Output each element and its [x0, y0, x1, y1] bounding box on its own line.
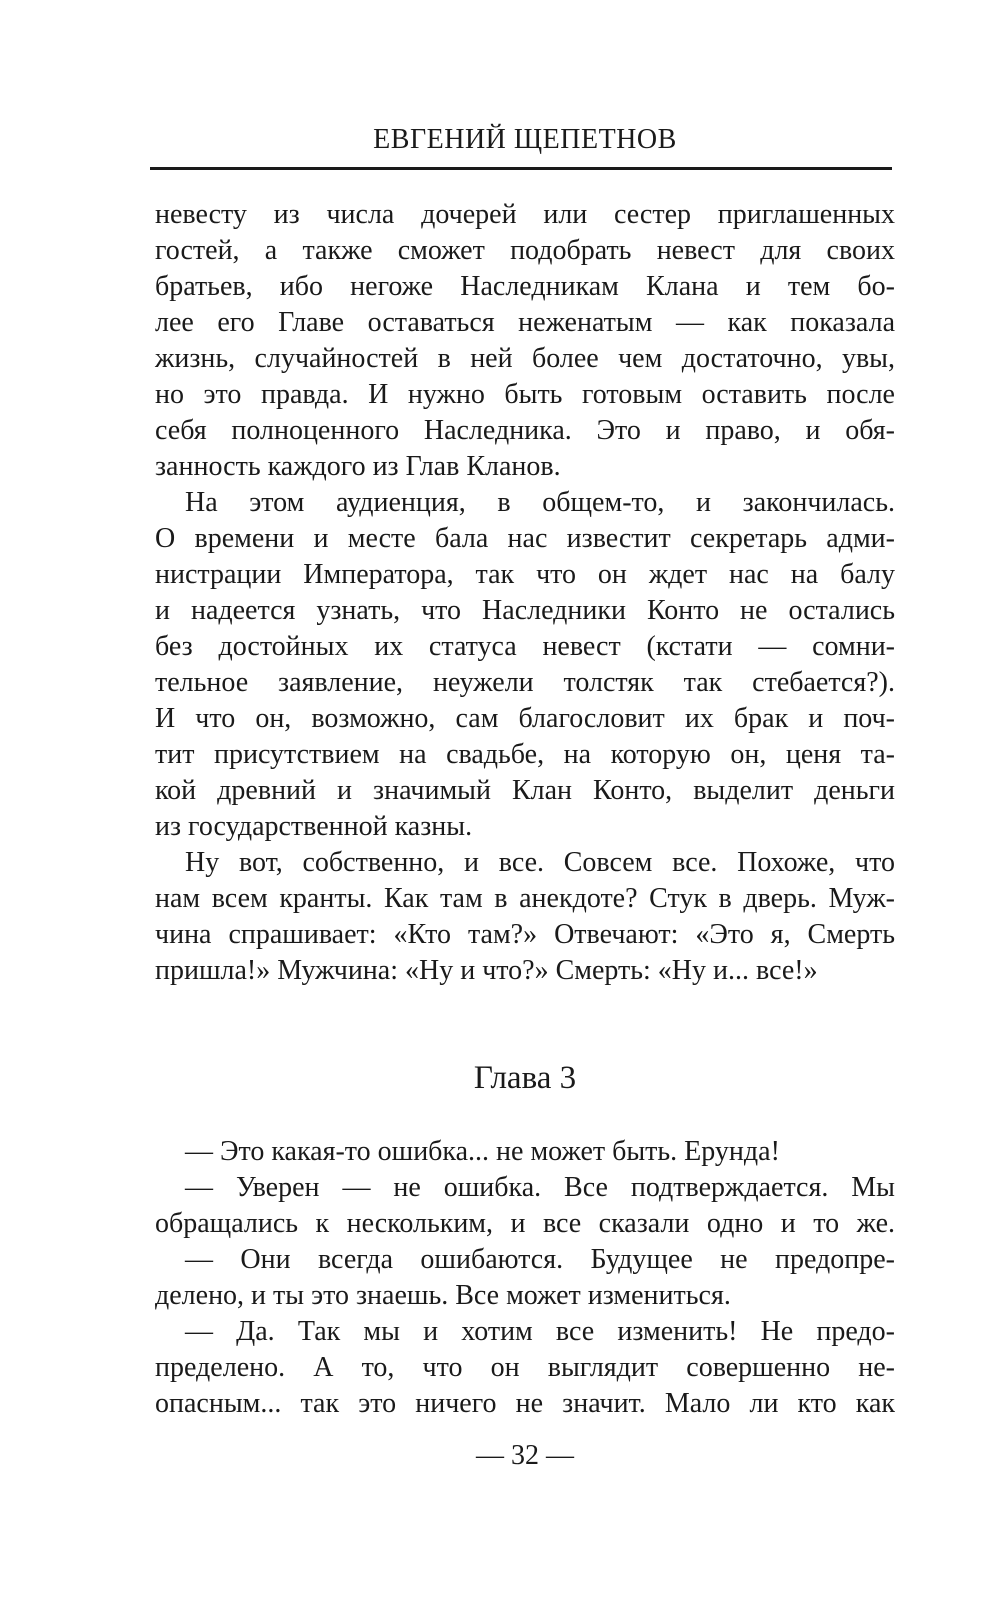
text-line: На этом аудиенция, в общем-то, и закончилась. — [185, 487, 895, 518]
text-line: лее его Главе оставаться неженатым — как показала — [155, 307, 895, 338]
chapter-heading: Глава 3 — [473, 1060, 577, 1096]
text-line: пределено. А то, что он выглядит совершенно не- — [155, 1352, 895, 1383]
text-line: кой древний и значимый Клан Конто, выделит деньги — [155, 775, 895, 806]
text-line: Ну вот, собственно, и все. Совсем все. Похоже, что — [185, 847, 895, 878]
paragraph — [155, 845, 895, 989]
page-number: — 32 — — [476, 1440, 574, 1471]
text-line: и надеется узнать, что Наследники Конто не остались — [155, 595, 895, 626]
text-line: — Уверен — не ошибка. Все подтверждается. Мы — [185, 1172, 895, 1203]
text-line: делено, и ты это знаешь. Все может измениться. — [155, 1280, 731, 1311]
text-line: — Да. Так мы и хотим все изменить! Не предо- — [185, 1316, 895, 1347]
paragraph — [155, 485, 895, 845]
running-header: ЕВГЕНИЙ ЩЕПЕТНОВ — [373, 124, 677, 155]
text-line: себя полноценного Наследника. Это и право, и обя- — [155, 415, 895, 446]
text-line: жизнь, случайностей в ней более чем достаточно, увы, — [155, 343, 895, 374]
text-line: обращались к нескольким, и все сказали одно и то же. — [155, 1208, 895, 1239]
text-line: О времени и месте бала нас известит секретарь адми- — [155, 523, 895, 554]
text-line: — Они всегда ошибаются. Будущее не предопре- — [185, 1244, 895, 1275]
text-line: чина спрашивает: «Кто там?» Отвечают: «Это я, Смерть — [155, 919, 895, 950]
text-line: без достойных их статуса невест (кстати — сомни- — [155, 631, 895, 662]
text-line: тельное заявление, неужели толстяк так стебается?). — [155, 667, 895, 698]
text-line: И что он, возможно, сам благословит их брак и поч- — [155, 703, 895, 734]
text-line: — Это какая-то ошибка... не может быть. Ерунда! — [185, 1136, 780, 1167]
page-body — [155, 197, 895, 1422]
text-line: опасным... так это ничего не значит. Мало ли кто как — [155, 1388, 895, 1419]
text-line: но это правда. И нужно быть готовым оставить после — [155, 379, 895, 410]
text-line: пришла!» Мужчина: «Ну и что?» Смерть: «Ну и... все!» — [155, 955, 818, 986]
paragraph — [155, 1242, 895, 1314]
text-line: нистрации Императора, так что он ждет нас на балу — [155, 559, 895, 590]
text-line: невесту из числа дочерей или сестер приглашенных — [155, 199, 895, 230]
text-line: занность каждого из Глав Кланов. — [155, 451, 561, 482]
text-line: нам всем кранты. Как там в анекдоте? Стук в дверь. Муж- — [155, 883, 895, 914]
text-line: гостей, а также сможет подобрать невест для своих — [155, 235, 895, 266]
paragraph — [155, 1314, 895, 1422]
paragraph — [155, 1170, 895, 1242]
paragraph — [155, 197, 895, 485]
text-line: из государственной казны. — [155, 811, 473, 842]
header-rule — [150, 167, 892, 170]
paragraph — [155, 1134, 895, 1170]
text-line: братьев, ибо негоже Наследникам Клана и тем бо- — [155, 271, 895, 302]
text-line: тит присутствием на свадьбе, на которую он, ценя та- — [155, 739, 895, 770]
